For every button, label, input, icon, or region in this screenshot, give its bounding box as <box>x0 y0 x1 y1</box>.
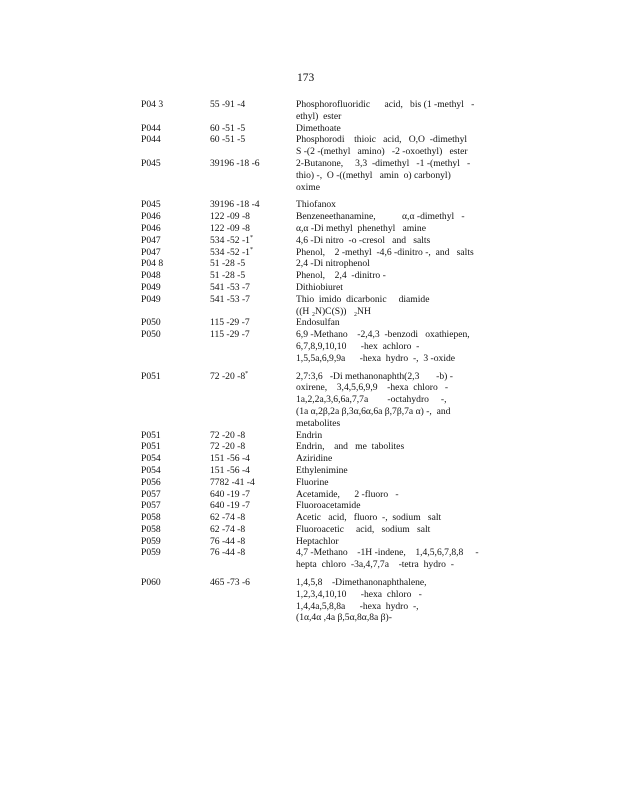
substance-name-line: Ethylenimine <box>296 464 348 476</box>
substance-name-line: Endosulfan <box>296 317 340 329</box>
table-row <box>141 453 494 465</box>
cas-number-cell <box>210 158 296 193</box>
hazardous-waste-table <box>141 99 494 624</box>
substance-name <box>296 453 494 465</box>
substance-name <box>296 571 494 624</box>
table-row <box>141 282 494 294</box>
cas-number-cell <box>210 571 296 624</box>
table-row <box>141 123 494 135</box>
cas-number-cell <box>210 270 296 282</box>
cas-number: 541 -53 -7 <box>210 281 250 293</box>
cas-number-cell <box>210 536 296 548</box>
substance-name <box>296 211 494 223</box>
waste-code: P049 <box>141 281 161 293</box>
substance-name-line: Dimethoate <box>296 122 341 134</box>
cas-number-cell <box>210 500 296 512</box>
substance-name <box>296 247 494 259</box>
substance-name-line: ethyl) ester <box>296 110 342 122</box>
table-row <box>141 134 494 158</box>
cas-number-cell <box>210 211 296 223</box>
cas-number: 76 -44 -8 <box>210 547 246 559</box>
cas-number: 151 -56 -4 <box>210 453 250 465</box>
substance-name-line: α,α -Di methyl phenethyl amine <box>296 222 426 234</box>
waste-code: P04 3 <box>141 99 164 110</box>
cas-number-cell <box>210 453 296 465</box>
cas-number: 534 -52 -1 <box>210 246 250 258</box>
cas-number: 62 -74 -8 <box>210 523 246 535</box>
waste-code: P044 <box>141 134 161 146</box>
substance-name <box>296 158 494 193</box>
substance-name-line: (1α,4α ,4a β,5α,8α,8a β)- <box>296 612 392 624</box>
waste-code: P054 <box>141 464 161 476</box>
waste-code: P046 <box>141 222 161 234</box>
waste-code: P060 <box>141 577 161 589</box>
substance-name <box>296 489 494 501</box>
cas-number: 76 -44 -8 <box>210 535 246 547</box>
substance-name-line: Dithiobiuret <box>296 281 343 293</box>
substance-name <box>296 134 494 158</box>
table-row <box>141 441 494 453</box>
substance-name-line: 6,9 -Methano -2,4,3 -benzodi oxathiepen, <box>296 329 470 341</box>
substance-name-line: 4,6 -Di nitro -o -cresol and salts <box>296 234 431 246</box>
substance-name <box>296 235 494 247</box>
substance-name-line: Thiofanox <box>296 199 336 211</box>
substance-name-line: 1,5,5a,6,9,9a -hexa hydro -, 3 -oxide <box>296 352 456 364</box>
cas-number: 122 -09 -8 <box>210 222 250 234</box>
substance-name-line: Phenol, 2 -methyl -4,6 -dinitro -, and salts <box>296 246 474 258</box>
substance-name-line: thio) -, O -((methyl amin o) carbonyl) <box>296 169 451 181</box>
cas-number: 55 -91 -4 <box>210 99 246 110</box>
waste-code: P050 <box>141 329 161 341</box>
substance-name-line: 6,7,8,9,10,10 -hex achloro - <box>296 340 420 352</box>
cas-number-cell <box>210 512 296 524</box>
substance-name-line: Fluoroacetic acid, sodium salt <box>296 523 431 535</box>
substance-name <box>296 294 494 318</box>
waste-code: P050 <box>141 317 161 329</box>
waste-code: P049 <box>141 293 161 305</box>
substance-name <box>296 365 494 430</box>
waste-code: P047 <box>141 246 161 258</box>
cas-number-cell <box>210 294 296 318</box>
waste-code: P045 <box>141 157 161 169</box>
waste-code: P051 <box>141 370 161 382</box>
table-row <box>141 547 494 571</box>
table-row <box>141 500 494 512</box>
cas-number-cell <box>210 365 296 430</box>
substance-name <box>296 465 494 477</box>
table-row <box>141 317 494 329</box>
table-row <box>141 571 494 624</box>
cas-number-cell <box>210 99 296 123</box>
substance-name <box>296 477 494 489</box>
substance-name <box>296 512 494 524</box>
cas-number: 51 -28 -5 <box>210 270 246 282</box>
table-row <box>141 365 494 430</box>
table-row <box>141 294 494 318</box>
cas-number: 51 -28 -5 <box>210 258 246 270</box>
table-row <box>141 270 494 282</box>
cas-number-cell <box>210 317 296 329</box>
waste-code: P044 <box>141 122 161 134</box>
cas-number: 534 -52 -1 <box>210 234 250 246</box>
cas-number: 115 -29 -7 <box>210 317 250 329</box>
waste-code: P058 <box>141 512 161 524</box>
waste-code: P056 <box>141 476 161 488</box>
table-row <box>141 247 494 259</box>
substance-name-line: Fluoroacetamide <box>296 500 361 512</box>
table-row <box>141 536 494 548</box>
substance-name-line: oxime <box>296 181 320 193</box>
substance-name-line: Heptachlor <box>296 535 339 547</box>
cas-number: 7782 -41 -4 <box>210 476 255 488</box>
waste-code: P051 <box>141 441 161 453</box>
table-row <box>141 235 494 247</box>
waste-code: P057 <box>141 500 161 512</box>
cas-number-cell <box>210 223 296 235</box>
cas-number: 60 -51 -5 <box>210 134 246 146</box>
substance-name-line: Phosphorodi thioic acid, O,O -dimethyl <box>296 134 468 146</box>
substance-name-line: Fluorine <box>296 476 329 488</box>
table-row <box>141 193 494 211</box>
cas-number-cell <box>210 123 296 135</box>
cas-number: 60 -51 -5 <box>210 122 246 134</box>
substance-name-line: Aziridine <box>296 453 333 465</box>
substance-name <box>296 547 494 571</box>
table-row <box>141 329 494 364</box>
substance-name <box>296 258 494 270</box>
substance-name-line: 2-Butanone, 3,3 -dimethyl -1 -(methyl - <box>296 157 471 169</box>
substance-name-line: (1a α,2β,2a β,3α,6α,6a β,7β,7a α) -, and <box>296 405 451 417</box>
cas-number: 151 -56 -4 <box>210 464 250 476</box>
waste-code: P045 <box>141 199 161 211</box>
waste-code: P059 <box>141 547 161 559</box>
table-row <box>141 258 494 270</box>
substance-name-line: hepta chloro -3a,4,7,7a -tetra hydro - <box>296 559 454 571</box>
table-row <box>141 477 494 489</box>
cas-number-cell <box>210 258 296 270</box>
substance-name <box>296 99 494 123</box>
substance-name <box>296 536 494 548</box>
substance-name-line: metabolites <box>296 417 341 429</box>
cas-number-cell <box>210 441 296 453</box>
waste-code: P051 <box>141 429 161 441</box>
cas-number-cell <box>210 465 296 477</box>
cas-number-cell <box>210 282 296 294</box>
cas-number: 640 -19 -7 <box>210 488 250 500</box>
waste-code: P057 <box>141 488 161 500</box>
cas-number: 72 -20 -8 <box>210 370 246 382</box>
substance-name-line: oxirene, 3,4,5,6,9,9 -hexa chloro - <box>296 382 449 394</box>
cas-number-cell <box>210 247 296 259</box>
cas-number-cell <box>210 477 296 489</box>
table-row <box>141 524 494 536</box>
waste-code: P059 <box>141 535 161 547</box>
cas-number: 39196 -18 -6 <box>210 157 260 169</box>
cas-number-cell <box>210 193 296 211</box>
cas-number: 115 -29 -7 <box>210 329 250 341</box>
substance-name <box>296 524 494 536</box>
cas-footnote-mark: * <box>245 370 249 377</box>
cas-number: 72 -20 -8 <box>210 441 246 453</box>
cas-number-cell <box>210 134 296 158</box>
substance-name-line: Endrin, and me tabolites <box>296 441 405 453</box>
cas-number-cell <box>210 524 296 536</box>
substance-name <box>296 317 494 329</box>
waste-code: P047 <box>141 234 161 246</box>
substance-name-line: 2,4 -Di nitrophenol <box>296 258 370 270</box>
waste-code: P048 <box>141 270 161 282</box>
cas-number: 541 -53 -7 <box>210 293 250 305</box>
table-row <box>141 99 494 123</box>
substance-name-line: Phosphorofluoridic acid, bis (1 -methyl - <box>296 99 475 110</box>
substance-name <box>296 123 494 135</box>
substance-name-line: Benzeneethanamine, α,α -dimethyl - <box>296 211 465 223</box>
substance-name <box>296 441 494 453</box>
table-row <box>141 465 494 477</box>
waste-code: P04 8 <box>141 258 164 270</box>
substance-name-line: 4,7 -Methano -1H -indene, 1,4,5,6,7,8,8 - <box>296 547 479 559</box>
substance-name <box>296 223 494 235</box>
cas-number: 62 -74 -8 <box>210 512 246 524</box>
cas-footnote-mark: * <box>249 246 253 253</box>
cas-number: 39196 -18 -4 <box>210 199 260 211</box>
substance-name <box>296 430 494 442</box>
table-row <box>141 158 494 193</box>
cas-number: 72 -20 -8 <box>210 429 246 441</box>
waste-code: P046 <box>141 211 161 223</box>
page-number: 173 <box>297 72 315 84</box>
substance-name-line: 1,4,5,8 -Dimethanonaphthalene, <box>296 577 427 589</box>
cas-number-cell <box>210 329 296 364</box>
substance-name <box>296 329 494 364</box>
substance-name-line: Thio imido dicarbonic diamide <box>296 293 430 305</box>
table-row <box>141 489 494 501</box>
substance-name-line: Acetic acid, fluoro -, sodium salt <box>296 512 442 524</box>
table-row <box>141 430 494 442</box>
waste-code: P058 <box>141 523 161 535</box>
substance-name-line: S -(2 -(methyl amino) -2 -oxoethyl) ester <box>296 146 468 158</box>
cas-number-cell <box>210 489 296 501</box>
cas-number-cell <box>210 235 296 247</box>
substance-name <box>296 270 494 282</box>
table-row <box>141 223 494 235</box>
substance-name-line: 1a,2,2a,3,6,6a,7,7a -octahydro -, <box>296 394 447 406</box>
table-row <box>141 211 494 223</box>
substance-name-line: Endrin <box>296 429 323 441</box>
substance-name-line: ((H ₂N)C(S)) ₂NH <box>296 305 371 317</box>
cas-number: 122 -09 -8 <box>210 211 250 223</box>
substance-name <box>296 193 494 211</box>
cas-footnote-mark: * <box>249 234 253 241</box>
substance-name-line: Phenol, 2,4 -dinitro - <box>296 270 386 282</box>
cas-number: 640 -19 -7 <box>210 500 250 512</box>
cas-number: 465 -73 -6 <box>210 577 250 589</box>
table-row <box>141 512 494 524</box>
waste-code: P054 <box>141 453 161 465</box>
substance-name-line: 1,2,3,4,10,10 -hexa chloro - <box>296 588 422 600</box>
substance-name-line: 1,4,4a,5,8,8a -hexa hydro -, <box>296 600 419 612</box>
cas-number-cell <box>210 430 296 442</box>
substance-name <box>296 282 494 294</box>
substance-name-line: 2,7:3,6 -Di methanonaphth(2,3 -b) - <box>296 370 453 382</box>
substance-name <box>296 500 494 512</box>
substance-name-line: Acetamide, 2 -fluoro - <box>296 488 399 500</box>
cas-number-cell <box>210 547 296 571</box>
